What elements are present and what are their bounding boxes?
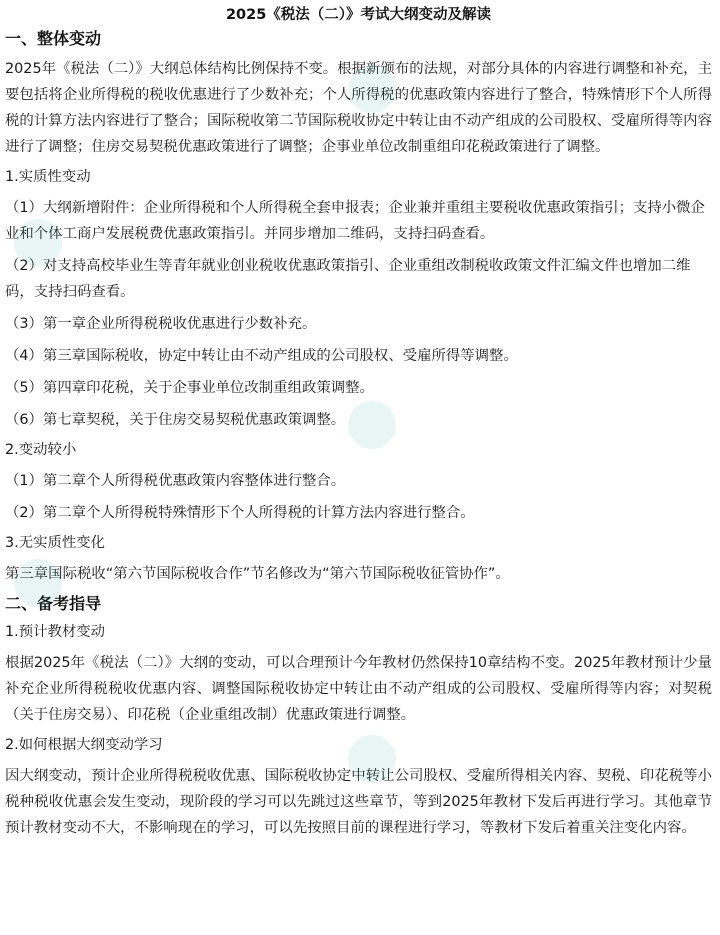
list-item: （2）第二章个人所得税特殊情形下个人所得税的计算方法内容进行整合。 — [5, 505, 475, 521]
subheading-expected-textbook-changes: 1.预计教材变动 — [5, 624, 106, 640]
list-item: （1）大纲新增附件：企业所得税和个人所得税全套申报表；企业兼并重组主要税收优惠政策指引；支持小微企业和个体工商户发展税费优惠政策指引。并同步增加二维码，支持扫码查看。 — [5, 200, 705, 242]
section-heading-overall-changes: 一、整体变动 — [5, 29, 102, 48]
list-item: （1）第二章个人所得税优惠政策内容整体进行整合。 — [5, 473, 346, 489]
subheading-substantive-changes: 1.实质性变动 — [5, 169, 91, 185]
list-item: （2）对支持高校毕业生等青年就业创业税收优惠政策指引、企业重组改制税收政策文件汇编文件也增加二维码，支持扫码查看。 — [5, 258, 691, 300]
document-page — [0, 5, 720, 935]
overall-changes-intro: 2025年《税法（二）》大纲总体结构比例保持不变。根据新颁布的法规，对部分具体的内容进行调整和补充，主要包括将企业所得税的税收优惠进行了少数补充；个人所得税的优惠政策内容进行了整合，特殊情形下个人所得税的计算方法内容进行了整合；国际税收第二节国际税收协定中转让由不动产组成的公司股权、受雇所得等内容进行了调整；住房交易契税优惠政策进行了调整；企事业单位改制重组印花税政策进行了调整。 — [5, 61, 712, 155]
expected-textbook-changes-text: 根据2025年《税法（二）》大纲的变动，可以合理预计今年教材仍然保持10章结构不变。2025年教材预计少量补充企业所得税税收优惠内容、调整国际税收协定中转让由不动产组成的公司股权、受雇所得等内容；对契税（关于住房交易）、印花税（企业重组改制）优惠政策进行调整。 — [5, 655, 712, 723]
how-to-study-text: 因大纲变动，预计企业所得税税收优惠、国际税收协定中转让公司股权、受雇所得相关内容、契税、印花税等小税种税收优惠会发生变动，现阶段的学习可以先跳过这些章节，等到2025年教材下发后再进行学习。其他章节预计教材变动不大，不影响现在的学习，可以先按照目前的课程进行学习，等教材下发后着重关注变化内容。 — [5, 768, 712, 836]
subheading-no-substantive-change: 3.无实质性变化 — [5, 535, 106, 551]
subheading-how-to-study: 2.如何根据大纲变动学习 — [5, 737, 163, 753]
document-title: 2025《税法（二）》考试大纲变动及解读 — [225, 7, 492, 23]
no-change-text: 第三章国际税收“第六节国际税收合作”节名修改为“第六节国际税收征管协作”。 — [5, 566, 510, 582]
list-item: （3）第一章企业所得税税收优惠进行少数补充。 — [5, 316, 317, 332]
list-item: （6）第七章契税，关于住房交易契税优惠政策调整。 — [5, 412, 346, 428]
list-item: （4）第三章国际税收，协定中转让由不动产组成的公司股权、受雇所得等调整。 — [5, 348, 518, 364]
subheading-minor-changes: 2.变动较小 — [5, 442, 77, 458]
list-item: （5）第四章印花税，关于企事业单位改制重组政策调整。 — [5, 380, 374, 396]
section-heading-study-guide: 二、备考指导 — [5, 594, 102, 613]
